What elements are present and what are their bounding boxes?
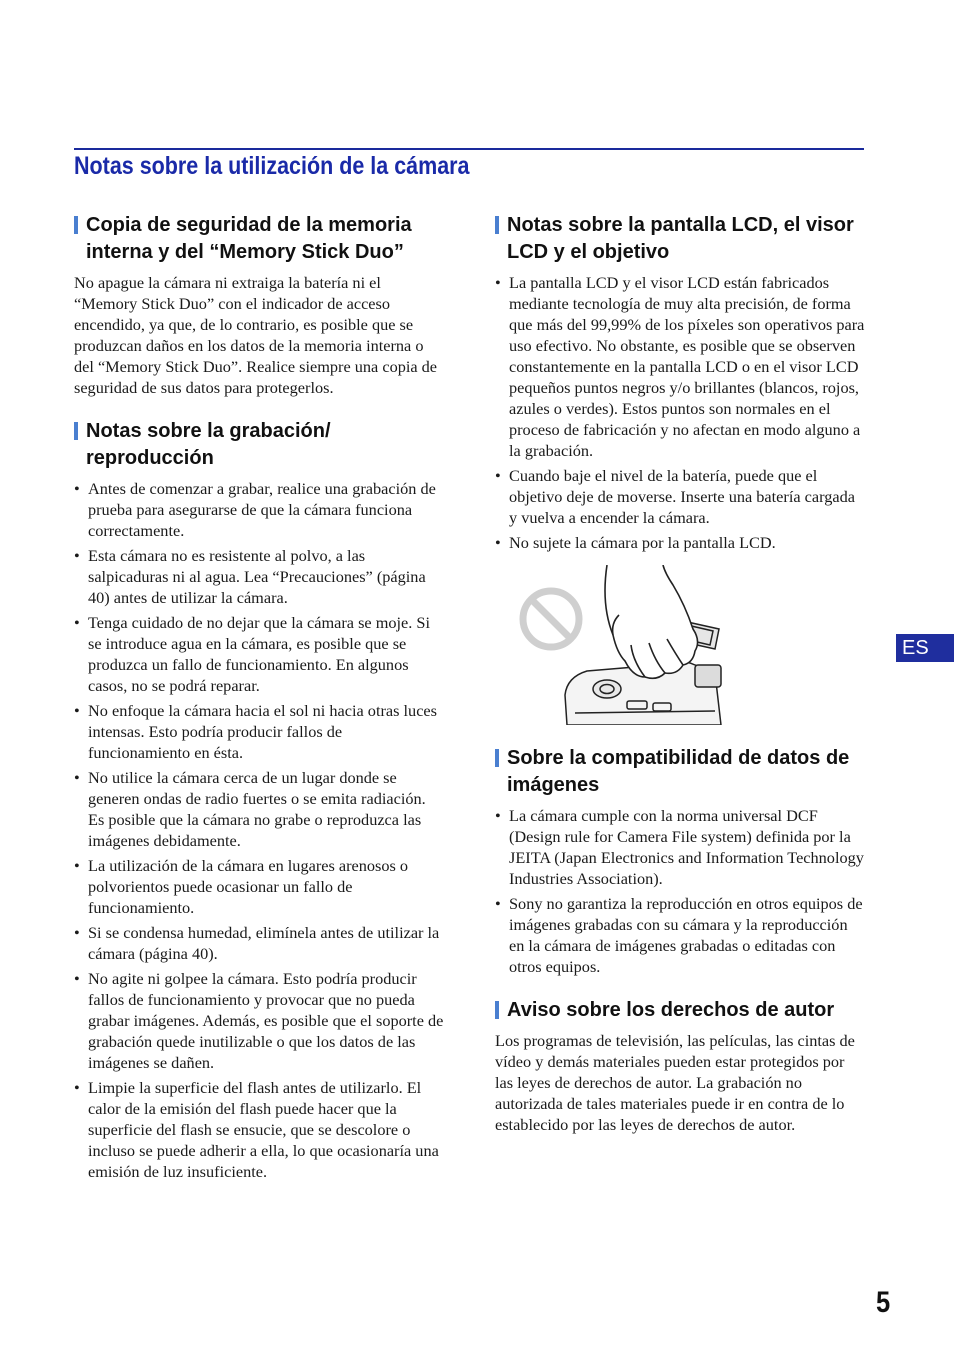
camera-illustration-icon (515, 565, 735, 725)
section-heading-lcd (495, 212, 865, 266)
heading-bar-icon (495, 749, 499, 767)
heading-bar-icon (74, 422, 78, 440)
list-item: • Limpie la superficie del flash antes de utilizarlo. El calor de la emisión del flash puede hacer que la superficie del flash se ensucie, que se descolore o incluso se puede adherir a ella, lo que ocasionaría una emisión de luz insuficiente. (74, 1077, 444, 1182)
section-heading-text: Notas sobre la pantalla LCD, el visor LCD y el objetivo (507, 214, 854, 263)
heading-bar-icon (495, 216, 499, 234)
list-item: • La utilización de la cámara en lugares arenosos o polvorientos puede ocasionar un fallo de funcionamiento. (74, 855, 444, 918)
backup-paragraph: No apague la cámara ni extraiga la batería ni el “Memory Stick Duo” con el indicador de acceso encendido, ya que, de lo contrario, es posible que se produzcan daños en los datos de la memoria interna o del “Memory Stick Duo”. Realice siempre una copia de seguridad de sus datos para protegerlos. (74, 273, 438, 397)
section-heading-text: Copia de seguridad de la memoria interna y del “Memory Stick Duo” (86, 214, 412, 263)
list-item: • Antes de comenzar a grabar, realice una grabación de prueba para asegurarse de que la cámara funciona correctamente. (74, 478, 444, 541)
list-item: • Tenga cuidado de no dejar que la cámara se moje. Si se introduce agua en la cámara, es posible que se produzca un fallo de funcionamiento. En algunos casos, no se podrá reparar. (74, 612, 444, 696)
page-title: Notas sobre la utilización de la cámara (74, 152, 470, 180)
list-item: • No utilice la cámara cerca de un lugar donde se generen ondas de radio fuertes o se emita radiación. Es posible que la cámara no grabe o reproduzca las imágenes debidamente. (74, 767, 444, 851)
compatibility-list (495, 805, 865, 977)
lcd-notes-list (495, 272, 865, 553)
title-rule (74, 148, 864, 150)
language-tab: ES (896, 634, 954, 662)
section-heading-text: Aviso sobre los derechos de autor (507, 999, 835, 1021)
section-heading-backup (74, 212, 444, 266)
left-column (74, 212, 444, 1186)
list-item: • La cámara cumple con la norma universal DCF (Design rule for Camera File system) definida por la JEITA (Japan Electronics and Information Technology Industries Association). (495, 805, 865, 889)
right-column (495, 212, 865, 1135)
heading-bar-icon (74, 216, 78, 234)
list-item: • No agite ni golpee la cámara. Esto podría producir fallos de funcionamiento y provocar que no pueda grabar imágenes. Además, es posible que el soporte de grabación quede inutilizable o que los datos de las imágenes se dañen. (74, 968, 444, 1073)
section-heading-copyright (495, 997, 865, 1024)
list-item: • No enfoque la cámara hacia el sol ni hacia otras luces intensas. Esto podría producir fallos de funcionamiento en ésta. (74, 700, 444, 763)
page-number: 5 (876, 1286, 891, 1319)
copyright-paragraph: Los programas de televisión, las películas, las cintas de vídeo y demás materiales pueden estar protegidos por las leyes de derechos de autor. La grabación no autorizada de tales materiales puede ir en contra de lo establecido por las leyes de derechos de autor. (495, 1031, 855, 1134)
section-heading-compatibility (495, 745, 865, 799)
prohibition-icon (523, 591, 579, 647)
section-heading-text: Notas sobre la grabación/ reproducción (86, 420, 331, 469)
list-item: • La pantalla LCD y el visor LCD están fabricados mediante tecnología de muy alta precisión, de forma que más del 99,99% de los píxeles son operativos para uso efectivo. No obstante, es posible que se observen constantemente en la pantalla LCD o en el visor LCD pequeños puntos negros y/o brillantes (blancos, rojos, azules o verdes). Estos puntos son normales en el proceso de fabricación y no afectan en modo alguno a la grabación. (495, 272, 865, 461)
list-item: • Sony no garantiza la reproducción en otros equipos de imágenes grabadas con su cámara y la reproducción en la cámara de imágenes grabadas o editadas con otros equipos. (495, 893, 865, 977)
section-heading-recording (74, 418, 444, 472)
hand-holding-camera-illustration (515, 565, 735, 725)
section-heading-text: Sobre la compatibilidad de datos de imágenes (507, 747, 850, 796)
heading-bar-icon (495, 1001, 499, 1019)
list-item: • No sujete la cámara por la pantalla LCD. (495, 532, 865, 553)
list-item: • Esta cámara no es resistente al polvo, a las salpicaduras ni al agua. Lea “Precauciones” (página 40) antes de utilizar la cámara. (74, 545, 444, 608)
list-item: • Si se condensa humedad, elimínela antes de utilizar la cámara (página 40). (74, 922, 444, 964)
list-item: • Cuando baje el nivel de la batería, puede que el objetivo deje de moverse. Inserte una batería cargada y vuelva a encender la cámara. (495, 465, 865, 528)
recording-notes-list (74, 478, 444, 1182)
